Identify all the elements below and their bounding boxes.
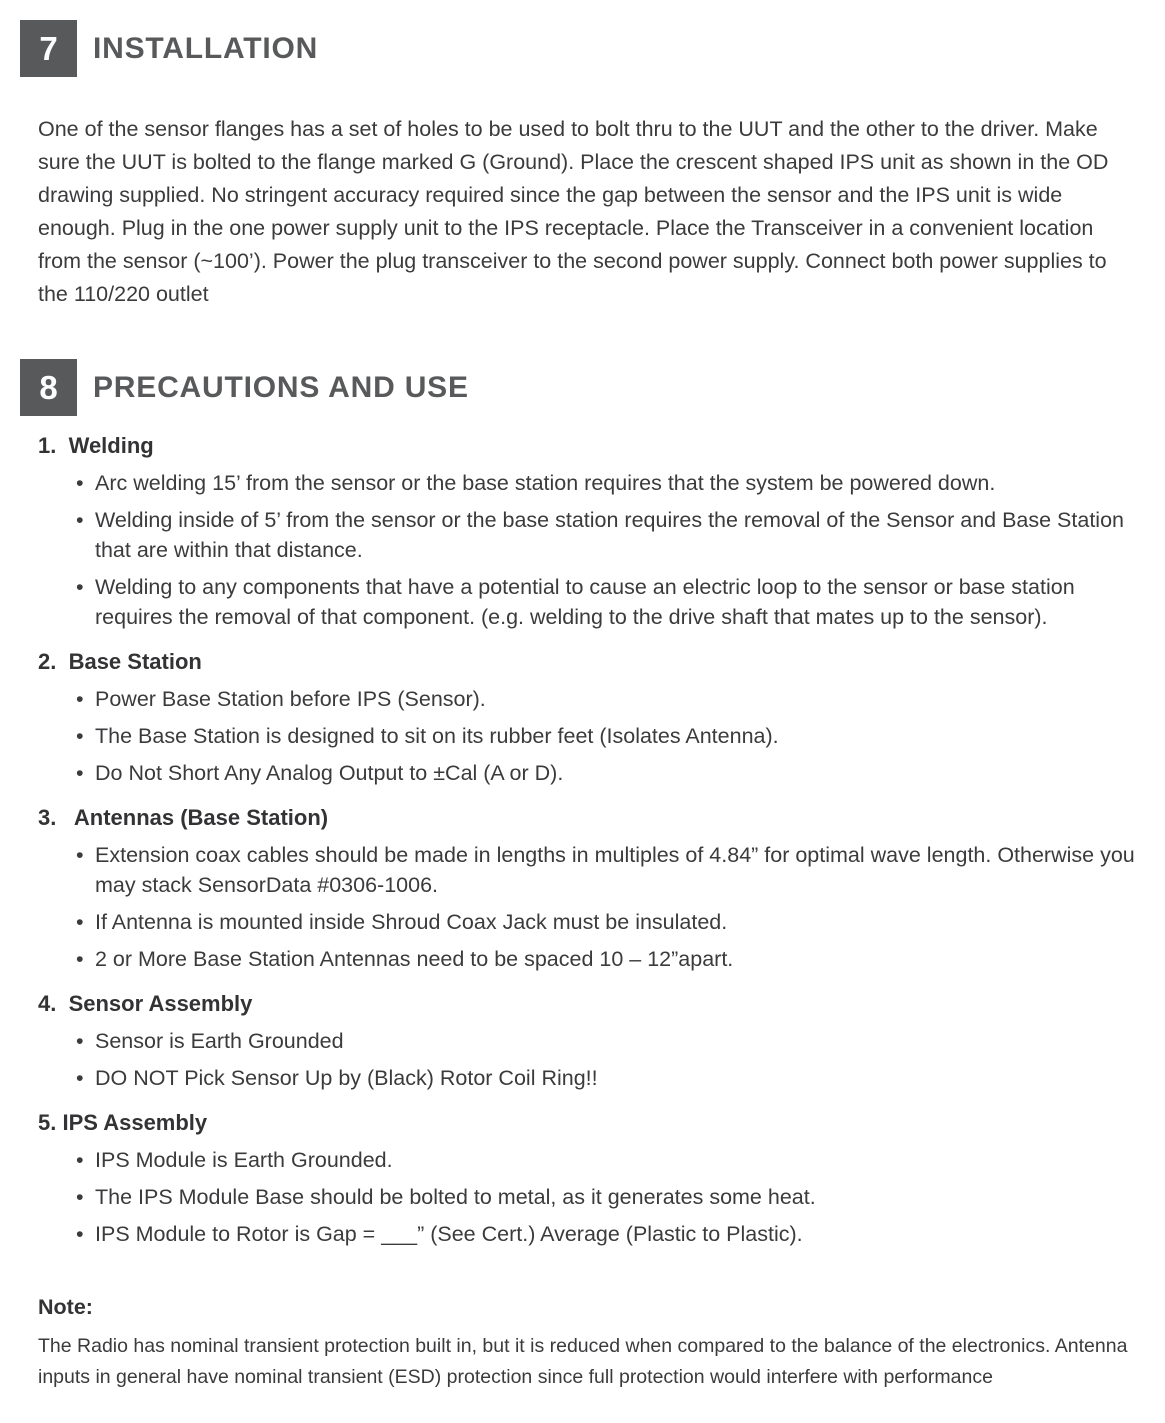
list-item (76, 721, 1135, 751)
group-ips-assembly (20, 1108, 1145, 1249)
bullet-icon: • (76, 1222, 84, 1246)
list-item (76, 468, 1135, 498)
bullet-text: Arc welding 15’ from the sensor or the base station requires that the system be powered down. (95, 471, 996, 495)
bullet-text: Do Not Short Any Analog Output to ±Cal (A or D). (95, 761, 564, 785)
bullet-text: The IPS Module Base should be bolted to metal, as it generates some heat. (95, 1185, 816, 1209)
list-item (76, 505, 1135, 565)
bullet-icon: • (76, 1185, 84, 1209)
bullet-icon: • (76, 843, 84, 867)
list-item (76, 1182, 1135, 1212)
note-block (20, 1295, 1145, 1393)
bullet-text: IPS Module is Earth Grounded. (95, 1148, 393, 1172)
bullet-text: Welding to any components that have a potential to cause an electric loop to the sensor or base station requires the removal of that component. (e.g. welding to the drive shaft that mates up to the sensor). (95, 575, 1075, 629)
group-antennas (20, 803, 1145, 974)
list-item (76, 1063, 1135, 1093)
bullet-text: If Antenna is mounted inside Shroud Coax Jack must be insulated. (95, 910, 728, 934)
bullet-icon: • (76, 910, 84, 934)
group-welding (20, 431, 1145, 632)
list-item (76, 684, 1135, 714)
list-item (76, 840, 1135, 900)
section-8-number-badge: 8 (20, 359, 77, 416)
section-7-header (20, 20, 1145, 77)
bullet-icon: • (76, 508, 84, 532)
group-heading-ips-assembly: 5. IPS Assembly (38, 1110, 208, 1135)
bullet-icon: • (76, 761, 84, 785)
bullet-text: 2 or More Base Station Antennas need to be spaced 10 – 12”apart. (95, 947, 734, 971)
note-body: The Radio has nominal transient protection built in, but it is reduced when compared to the balance of the electronics. Antenna inputs in general have nominal transient (ESD) protection since full protection would interfere with performance (38, 1335, 1128, 1388)
section-8-header (20, 359, 1145, 416)
section-7-number-badge: 7 (20, 20, 77, 77)
list-item (76, 572, 1135, 632)
bullet-icon: • (76, 1029, 84, 1053)
list-item (76, 944, 1135, 974)
bullet-text: Sensor is Earth Grounded (95, 1029, 344, 1053)
bullet-icon: • (76, 1066, 84, 1090)
group-heading-sensor-assembly: 4. Sensor Assembly (38, 991, 253, 1016)
list-item (76, 1026, 1135, 1056)
section-7-title: INSTALLATION (93, 31, 319, 65)
group-base-station (20, 647, 1145, 788)
bullet-icon: • (76, 471, 84, 495)
bullet-icon: • (76, 687, 84, 711)
list-item (76, 1145, 1135, 1175)
group-heading-antennas: 3. Antennas (Base Station) (38, 805, 329, 830)
list-item (76, 758, 1135, 788)
bullet-text: The Base Station is designed to sit on its rubber feet (Isolates Antenna). (95, 724, 779, 748)
bullet-text: Power Base Station before IPS (Sensor). (95, 687, 486, 711)
bullet-text: Extension coax cables should be made in lengths in multiples of 4.84” for optimal wave length. Otherwise you may stack SensorData #0306-1006. (95, 843, 1135, 897)
installation-paragraph: One of the sensor flanges has a set of holes to be used to bolt thru to the UUT and the other to the driver. Make sure the UUT is bolted to the flange marked G (Ground). Place the crescent shaped IPS unit as shown in the OD drawing supplied. No stringent accuracy required since the gap between the sensor and the IPS unit is wide enough. Plug in the one power supply unit to the IPS receptacle. Place the Transceiver in a convenient location from the sensor (~100’). Power the plug transceiver to the second power supply. Connect both power supplies to the 110/220 outlet (38, 117, 1109, 306)
bullet-icon: • (76, 1148, 84, 1172)
bullet-icon: • (76, 575, 84, 599)
group-heading-base-station: 2. Base Station (38, 649, 202, 674)
list-item (76, 907, 1135, 937)
group-sensor-assembly (20, 989, 1145, 1093)
bullet-text: Welding inside of 5’ from the sensor or the base station requires the removal of the Sensor and Base Station that are within that distance. (95, 508, 1124, 562)
list-item (76, 1219, 1135, 1249)
note-heading: Note: (38, 1295, 93, 1319)
group-heading-welding: 1. Welding (38, 433, 154, 458)
bullet-text: DO NOT Pick Sensor Up by (Black) Rotor Coil Ring!! (95, 1066, 598, 1090)
section-8-title: PRECAUTIONS AND USE (93, 370, 469, 404)
bullet-icon: • (76, 947, 84, 971)
bullet-icon: • (76, 724, 84, 748)
bullet-text: IPS Module to Rotor is Gap = ___” (See Cert.) Average (Plastic to Plastic). (95, 1222, 803, 1246)
